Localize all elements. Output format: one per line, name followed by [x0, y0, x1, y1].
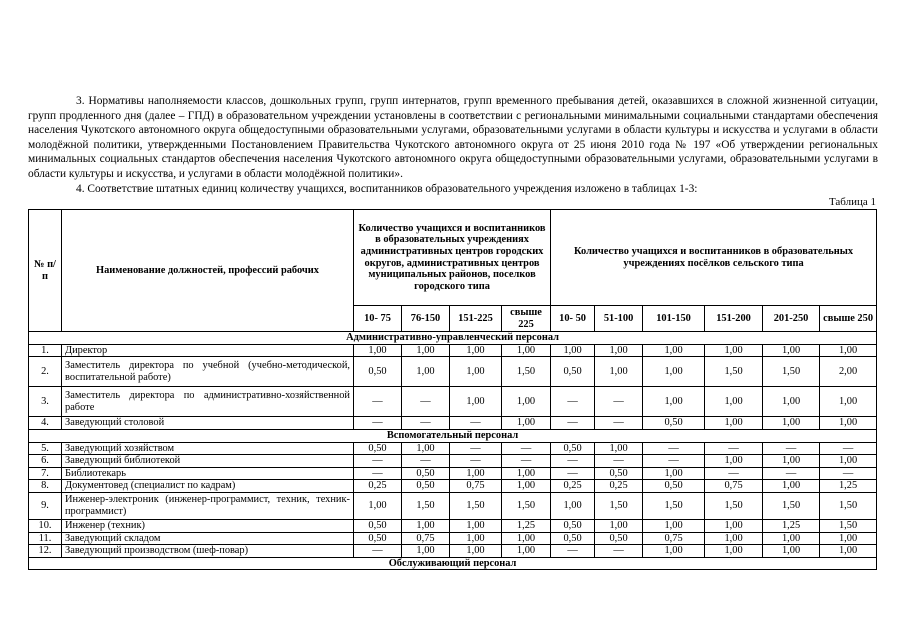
- staff-rate-cell: —: [643, 442, 705, 455]
- staff-rate-cell: 1,50: [402, 492, 450, 519]
- staff-rate-cell: 1,50: [643, 492, 705, 519]
- staff-rate-cell: 1,00: [763, 480, 820, 493]
- position-name: Заместитель директора по учебной (учебно-методической, воспитательной работе): [62, 357, 354, 387]
- staff-rate-cell: 0,50: [551, 532, 595, 545]
- staff-rate-cell: 1,00: [820, 417, 877, 430]
- staff-rate-cell: 1,00: [354, 492, 402, 519]
- table-row: [29, 545, 877, 558]
- staff-rate-cell: —: [820, 442, 877, 455]
- staff-rate-cell: —: [820, 467, 877, 480]
- staff-rate-cell: —: [450, 455, 502, 468]
- position-name: Заведующий складом: [62, 532, 354, 545]
- staff-rate-cell: 1,00: [502, 532, 551, 545]
- staff-rate-cell: 1,00: [450, 344, 502, 357]
- staff-rate-cell: 1,50: [595, 492, 643, 519]
- staff-rate-cell: 0,50: [643, 480, 705, 493]
- header-urban-range: 10- 75: [354, 306, 402, 332]
- header-rural-range: 51-100: [595, 306, 643, 332]
- staff-rate-cell: 1,00: [551, 344, 595, 357]
- staff-rate-cell: 1,50: [450, 492, 502, 519]
- staffing-table: [28, 209, 877, 570]
- staff-rate-cell: 0,50: [354, 532, 402, 545]
- table-row: [29, 344, 877, 357]
- staff-rate-cell: 0,50: [595, 532, 643, 545]
- row-number: 6.: [29, 455, 62, 468]
- row-number: 4.: [29, 417, 62, 430]
- staff-rate-cell: 1,00: [820, 344, 877, 357]
- position-name: Заведующий производством (шеф-повар): [62, 545, 354, 558]
- staff-rate-cell: 1,50: [820, 492, 877, 519]
- staff-rate-cell: 1,00: [763, 532, 820, 545]
- staff-rate-cell: 1,00: [643, 467, 705, 480]
- staff-rate-cell: 1,00: [450, 387, 502, 417]
- section-title: Вспомогательный персонал: [29, 429, 877, 442]
- position-name: Заведующий хозяйством: [62, 442, 354, 455]
- position-name: Заведующий библиотекой: [62, 455, 354, 468]
- staff-rate-cell: 0,75: [643, 532, 705, 545]
- staff-rate-cell: 0,50: [551, 519, 595, 532]
- staff-rate-cell: 1,50: [705, 357, 763, 387]
- staff-rate-cell: —: [643, 455, 705, 468]
- table-caption: Таблица 1: [828, 196, 876, 209]
- staff-rate-cell: —: [402, 417, 450, 430]
- staff-rate-cell: 1,00: [763, 545, 820, 558]
- position-name: Директор: [62, 344, 354, 357]
- staff-rate-cell: 0,50: [551, 442, 595, 455]
- staff-rate-cell: 1,00: [502, 387, 551, 417]
- row-number: 11.: [29, 532, 62, 545]
- table-row: [29, 357, 877, 387]
- header-rural-group: Количество учащихся и воспитанников в образовательных учреждениях посёлков сельского типа: [551, 210, 877, 306]
- staff-rate-cell: 1,00: [820, 455, 877, 468]
- staff-rate-cell: —: [354, 387, 402, 417]
- staff-rate-cell: 1,00: [551, 492, 595, 519]
- staff-rate-cell: 1,00: [705, 519, 763, 532]
- staff-rate-cell: 0,50: [551, 357, 595, 387]
- table-row: [29, 492, 877, 519]
- staff-rate-cell: 1,00: [705, 387, 763, 417]
- staff-rate-cell: —: [705, 442, 763, 455]
- row-number: 9.: [29, 492, 62, 519]
- staff-rate-cell: 1,00: [643, 357, 705, 387]
- staff-rate-cell: —: [502, 442, 551, 455]
- staff-rate-cell: —: [705, 467, 763, 480]
- header-urban-range: свыше 225: [502, 306, 551, 332]
- row-number: 3.: [29, 387, 62, 417]
- header-urban-range: 151-225: [450, 306, 502, 332]
- staff-rate-cell: 1,00: [450, 545, 502, 558]
- staff-rate-cell: 0,75: [705, 480, 763, 493]
- position-name: Заведующий столовой: [62, 417, 354, 430]
- staff-rate-cell: 1,00: [705, 455, 763, 468]
- staff-rate-cell: 1,00: [820, 387, 877, 417]
- table-row: [29, 387, 877, 417]
- header-rural-range: 101-150: [643, 306, 705, 332]
- row-number: 10.: [29, 519, 62, 532]
- staff-rate-cell: —: [354, 467, 402, 480]
- staff-rate-cell: 0,50: [354, 357, 402, 387]
- staff-rate-cell: 1,00: [402, 344, 450, 357]
- staff-rate-cell: 1,50: [763, 492, 820, 519]
- header-rural-range: 151-200: [705, 306, 763, 332]
- staff-rate-cell: —: [595, 417, 643, 430]
- position-name: Документовед (специалист по кадрам): [62, 480, 354, 493]
- staff-rate-cell: 1,00: [502, 467, 551, 480]
- staff-rate-cell: 1,00: [705, 532, 763, 545]
- staff-rate-cell: 1,00: [820, 532, 877, 545]
- position-name: Заместитель директора по административно-хозяйственной работе: [62, 387, 354, 417]
- staff-rate-cell: 1,00: [502, 344, 551, 357]
- staff-rate-cell: —: [450, 442, 502, 455]
- staff-rate-cell: 1,50: [502, 357, 551, 387]
- staff-rate-cell: 1,25: [502, 519, 551, 532]
- staff-rate-cell: 1,00: [763, 455, 820, 468]
- staff-rate-cell: —: [450, 417, 502, 430]
- table-row: [29, 519, 877, 532]
- staff-rate-cell: —: [595, 387, 643, 417]
- section-title: Обслуживающий персонал: [29, 557, 877, 570]
- staff-rate-cell: 1,00: [705, 545, 763, 558]
- staff-rate-cell: —: [763, 467, 820, 480]
- staff-rate-cell: 0,50: [643, 417, 705, 430]
- staff-rate-cell: 1,00: [705, 417, 763, 430]
- staff-rate-cell: 1,00: [502, 545, 551, 558]
- table-row: [29, 467, 877, 480]
- staff-rate-cell: 1,00: [502, 417, 551, 430]
- staff-rate-cell: 1,50: [763, 357, 820, 387]
- staff-rate-cell: 1,00: [354, 344, 402, 357]
- staff-rate-cell: 0,75: [402, 532, 450, 545]
- staff-rate-cell: 1,00: [705, 344, 763, 357]
- header-rural-range: свыше 250: [820, 306, 877, 332]
- header-rural-range: 10- 50: [551, 306, 595, 332]
- header-rural-range: 201-250: [763, 306, 820, 332]
- position-name: Инженер-электроник (инженер-программист, техник, техник-программист): [62, 492, 354, 519]
- staff-rate-cell: —: [402, 455, 450, 468]
- staff-rate-cell: 2,00: [820, 357, 877, 387]
- row-number: 1.: [29, 344, 62, 357]
- staff-rate-cell: 1,00: [643, 387, 705, 417]
- staff-rate-cell: 1,00: [402, 442, 450, 455]
- staff-rate-cell: 1,00: [595, 519, 643, 532]
- staff-rate-cell: 0,75: [450, 480, 502, 493]
- staff-rate-cell: 1,00: [643, 519, 705, 532]
- header-urban-range: 76-150: [402, 306, 450, 332]
- staff-rate-cell: 1,25: [820, 480, 877, 493]
- staff-rate-cell: 0,25: [595, 480, 643, 493]
- staff-rate-cell: 1,00: [502, 480, 551, 493]
- staff-rate-cell: —: [551, 455, 595, 468]
- document-page: [28, 94, 878, 570]
- row-number: 8.: [29, 480, 62, 493]
- table-row: [29, 480, 877, 493]
- position-name: Библиотекарь: [62, 467, 354, 480]
- staff-rate-cell: —: [402, 387, 450, 417]
- staff-rate-cell: 0,50: [354, 442, 402, 455]
- header-name: Наименование должностей, профессий рабочих: [62, 210, 354, 332]
- staff-rate-cell: —: [595, 545, 643, 558]
- staff-rate-cell: 1,00: [450, 467, 502, 480]
- table-body: [29, 332, 877, 570]
- staff-rate-cell: —: [551, 467, 595, 480]
- staff-rate-cell: —: [354, 545, 402, 558]
- row-number: 7.: [29, 467, 62, 480]
- staff-rate-cell: 0,50: [595, 467, 643, 480]
- staff-rate-cell: —: [551, 417, 595, 430]
- staff-rate-cell: 0,50: [354, 519, 402, 532]
- table-row: [29, 417, 877, 430]
- staff-rate-cell: —: [595, 455, 643, 468]
- staff-rate-cell: —: [502, 455, 551, 468]
- row-number: 12.: [29, 545, 62, 558]
- staff-rate-cell: 0,50: [402, 467, 450, 480]
- paragraph-3: 3. Нормативы наполняемости классов, дошкольных групп, групп интернатов, групп временного пребывания детей, оказавшихся в сложной жизненной ситуации, групп продленного дня (далее – ГПД) в образовательном учреждении установлены в соответствии с региональными минимальными социальными стандартами обеспечения населения Чукотского автономного округа общедоступными образовательными услугами, образовательными услугами в области культуры и искусства и услугами в области молодёжной политики, утвержденными Постановлением Правительства Чукотского автономного округа от 25 июня 2010 года № 197 «Об утверждении региональных минимальных социальных стандартов обеспечения населения Чукотского автономного округа общедоступными образовательными услугами, образовательными услугами в области культуры и искусства, и услугами в области молодёжной политики».: [28, 95, 878, 180]
- staff-rate-cell: 1,50: [502, 492, 551, 519]
- table-row: [29, 455, 877, 468]
- staff-rate-cell: 1,00: [763, 417, 820, 430]
- header-urban-group: Количество учащихся и воспитанников в образовательных учреждениях административных центров городских округов, административных центров муниципальных районов, поселков городского типа: [354, 210, 551, 306]
- staff-rate-cell: —: [551, 545, 595, 558]
- staff-rate-cell: 1,50: [820, 519, 877, 532]
- staff-rate-cell: 1,00: [402, 519, 450, 532]
- staff-rate-cell: 1,50: [705, 492, 763, 519]
- staff-rate-cell: 1,00: [595, 344, 643, 357]
- staff-rate-cell: 1,00: [450, 357, 502, 387]
- staff-rate-cell: 1,00: [595, 442, 643, 455]
- staff-rate-cell: 1,00: [643, 344, 705, 357]
- staff-rate-cell: —: [354, 417, 402, 430]
- header-num: № п/п: [29, 210, 62, 332]
- staff-rate-cell: —: [763, 442, 820, 455]
- staff-rate-cell: 0,25: [354, 480, 402, 493]
- staff-rate-cell: 1,00: [763, 344, 820, 357]
- table-row: [29, 442, 877, 455]
- row-number: 2.: [29, 357, 62, 387]
- staff-rate-cell: 1,00: [402, 357, 450, 387]
- row-number: 5.: [29, 442, 62, 455]
- staff-rate-cell: —: [551, 387, 595, 417]
- staff-rate-cell: 1,00: [450, 532, 502, 545]
- staff-rate-cell: 1,00: [450, 519, 502, 532]
- staff-rate-cell: —: [354, 455, 402, 468]
- section-title: Административно-управленческий персонал: [29, 332, 877, 345]
- staff-rate-cell: 0,50: [402, 480, 450, 493]
- table-row: [29, 532, 877, 545]
- staff-rate-cell: 1,00: [763, 387, 820, 417]
- staff-rate-cell: 0,25: [551, 480, 595, 493]
- paragraph-4: 4. Соответствие штатных единиц количеству учащихся, воспитанников образовательного учреждения изложено в таблицах 1-3:: [76, 182, 698, 195]
- table-header: [29, 210, 877, 332]
- staff-rate-cell: 1,25: [763, 519, 820, 532]
- staff-rate-cell: 1,00: [595, 357, 643, 387]
- staff-rate-cell: 1,00: [820, 545, 877, 558]
- staff-rate-cell: 1,00: [643, 545, 705, 558]
- position-name: Инженер (техник): [62, 519, 354, 532]
- staff-rate-cell: 1,00: [402, 545, 450, 558]
